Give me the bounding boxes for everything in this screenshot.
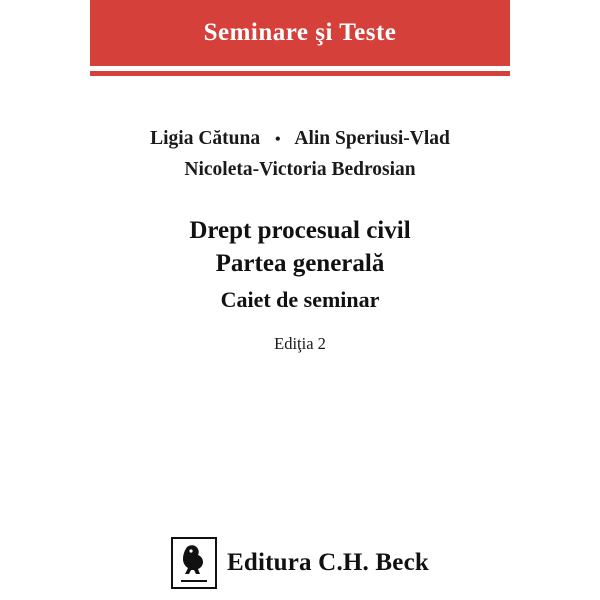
authors-line-1 — [90, 124, 510, 155]
edition-label: Ediţia 2 — [274, 334, 326, 353]
author-name-3: Nicoleta-Victoria Bedrosian — [184, 158, 416, 180]
cover-container — [90, 0, 510, 600]
griffin-logo-icon — [171, 537, 217, 589]
page-gutter-left — [0, 0, 90, 600]
book-title-line-1: Drept procesual civil — [189, 217, 411, 244]
series-title: Seminare şi Teste — [203, 19, 397, 46]
book-title-line-2: Partea generală — [215, 250, 385, 277]
author-name-2: Alin Speriusi-Vlad — [294, 128, 450, 149]
publisher-name: Editura C.H. Beck — [226, 549, 430, 576]
publisher-inner — [171, 537, 429, 589]
book-title-line-3: Caiet de seminar — [220, 287, 380, 312]
series-band — [90, 0, 510, 66]
page-gutter-right — [510, 0, 600, 600]
author-separator-icon: • — [274, 130, 281, 148]
authors-line-2 — [90, 155, 510, 185]
publisher-block — [90, 526, 510, 600]
authors-block — [90, 124, 510, 185]
cover-content — [90, 76, 510, 526]
title-block — [90, 214, 510, 316]
author-name-1: Ligia Cătuna — [150, 128, 261, 149]
